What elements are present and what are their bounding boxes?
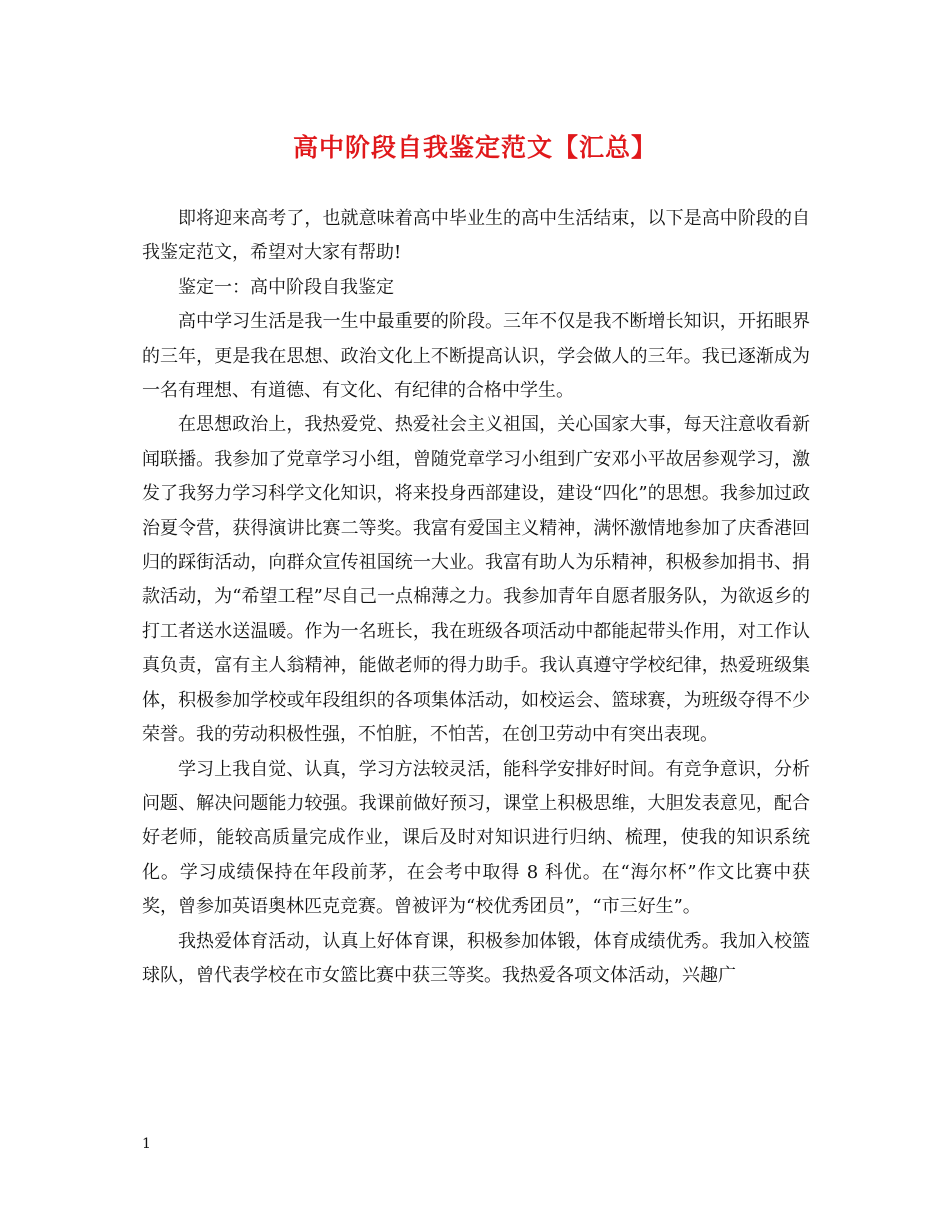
body-paragraph: 高中学习生活是我一生中最重要的阶段。三年不仅是我不断增长知识，开拓眼界的三年，更是我在思想、政治文化上不断提高认识，学会做人的三年。我已逐渐成为一名有理想、有道德、有文化、有纪律的合格中学生。 xyxy=(142,311,810,402)
document-body xyxy=(142,202,810,993)
body-paragraph: 学习上我自觉、认真，学习方法较灵活，能科学安排好时间。有竞争意识，分析问题、解决问题能力较强。我课前做好预习，课堂上积极思维，大胆发表意见，配合好老师，能较高质量完成作业，课后及时对知识进行归纳、梳理，使我的知识系统化。学习成绩保持在年段前茅，在会考中取得 8 科优。在“海尔杯”作文比赛中获奖，曾参加英语奥林匹克竞赛。曾被评为“校优秀团员”，“市三好生”。 xyxy=(142,758,810,918)
section-heading: 鉴定一：高中阶段自我鉴定 xyxy=(178,276,394,298)
page-number: 1 xyxy=(142,1136,151,1152)
body-paragraph: 我热爱体育活动，认真上好体育课，积极参加体锻，体育成绩优秀。我加入校篮球队，曾代表学校在市女篮比赛中获三等奖。我热爱各项文体活动，兴趣广 xyxy=(142,930,810,986)
page-title: 高中阶段自我鉴定范文【汇总】 xyxy=(292,133,657,162)
body-paragraph: 在思想政治上，我热爱党、热爱社会主义祖国，关心国家大事，每天注意收看新闻联播。我参加了党章学习小组，曾随党章学习小组到广安邓小平故居参观学习，激发了我努力学习科学文化知识，将来投身西部建设，建设“四化”的思想。我参加过政治夏令营，获得演讲比赛二等奖。我富有爱国主义精神，满怀激情地参加了庆香港回归的踩街活动，向群众宣传祖国统一大业。我富有助人为乐精神，积极参加捐书、捐款活动，为“希望工程”尽自己一点棉薄之力。我参加青年自愿者服务队，为欲返乡的打工者送水送温暖。作为一名班长，我在班级各项活动中都能起带头作用，对工作认真负责，富有主人翁精神，能做老师的得力助手。我认真遵守学校纪律，热爱班级集体，积极参加学校或年段组织的各项集体活动，如校运会、篮球赛，为班级夺得不少荣誉。我的劳动积极性强，不怕脏，不怕苦，在创卫劳动中有突出表现。 xyxy=(142,414,810,746)
intro-paragraph: 即将迎来高考了，也就意味着高中毕业生的高中生活结束，以下是高中阶段的自我鉴定范文，希望对大家有帮助! xyxy=(142,208,810,264)
